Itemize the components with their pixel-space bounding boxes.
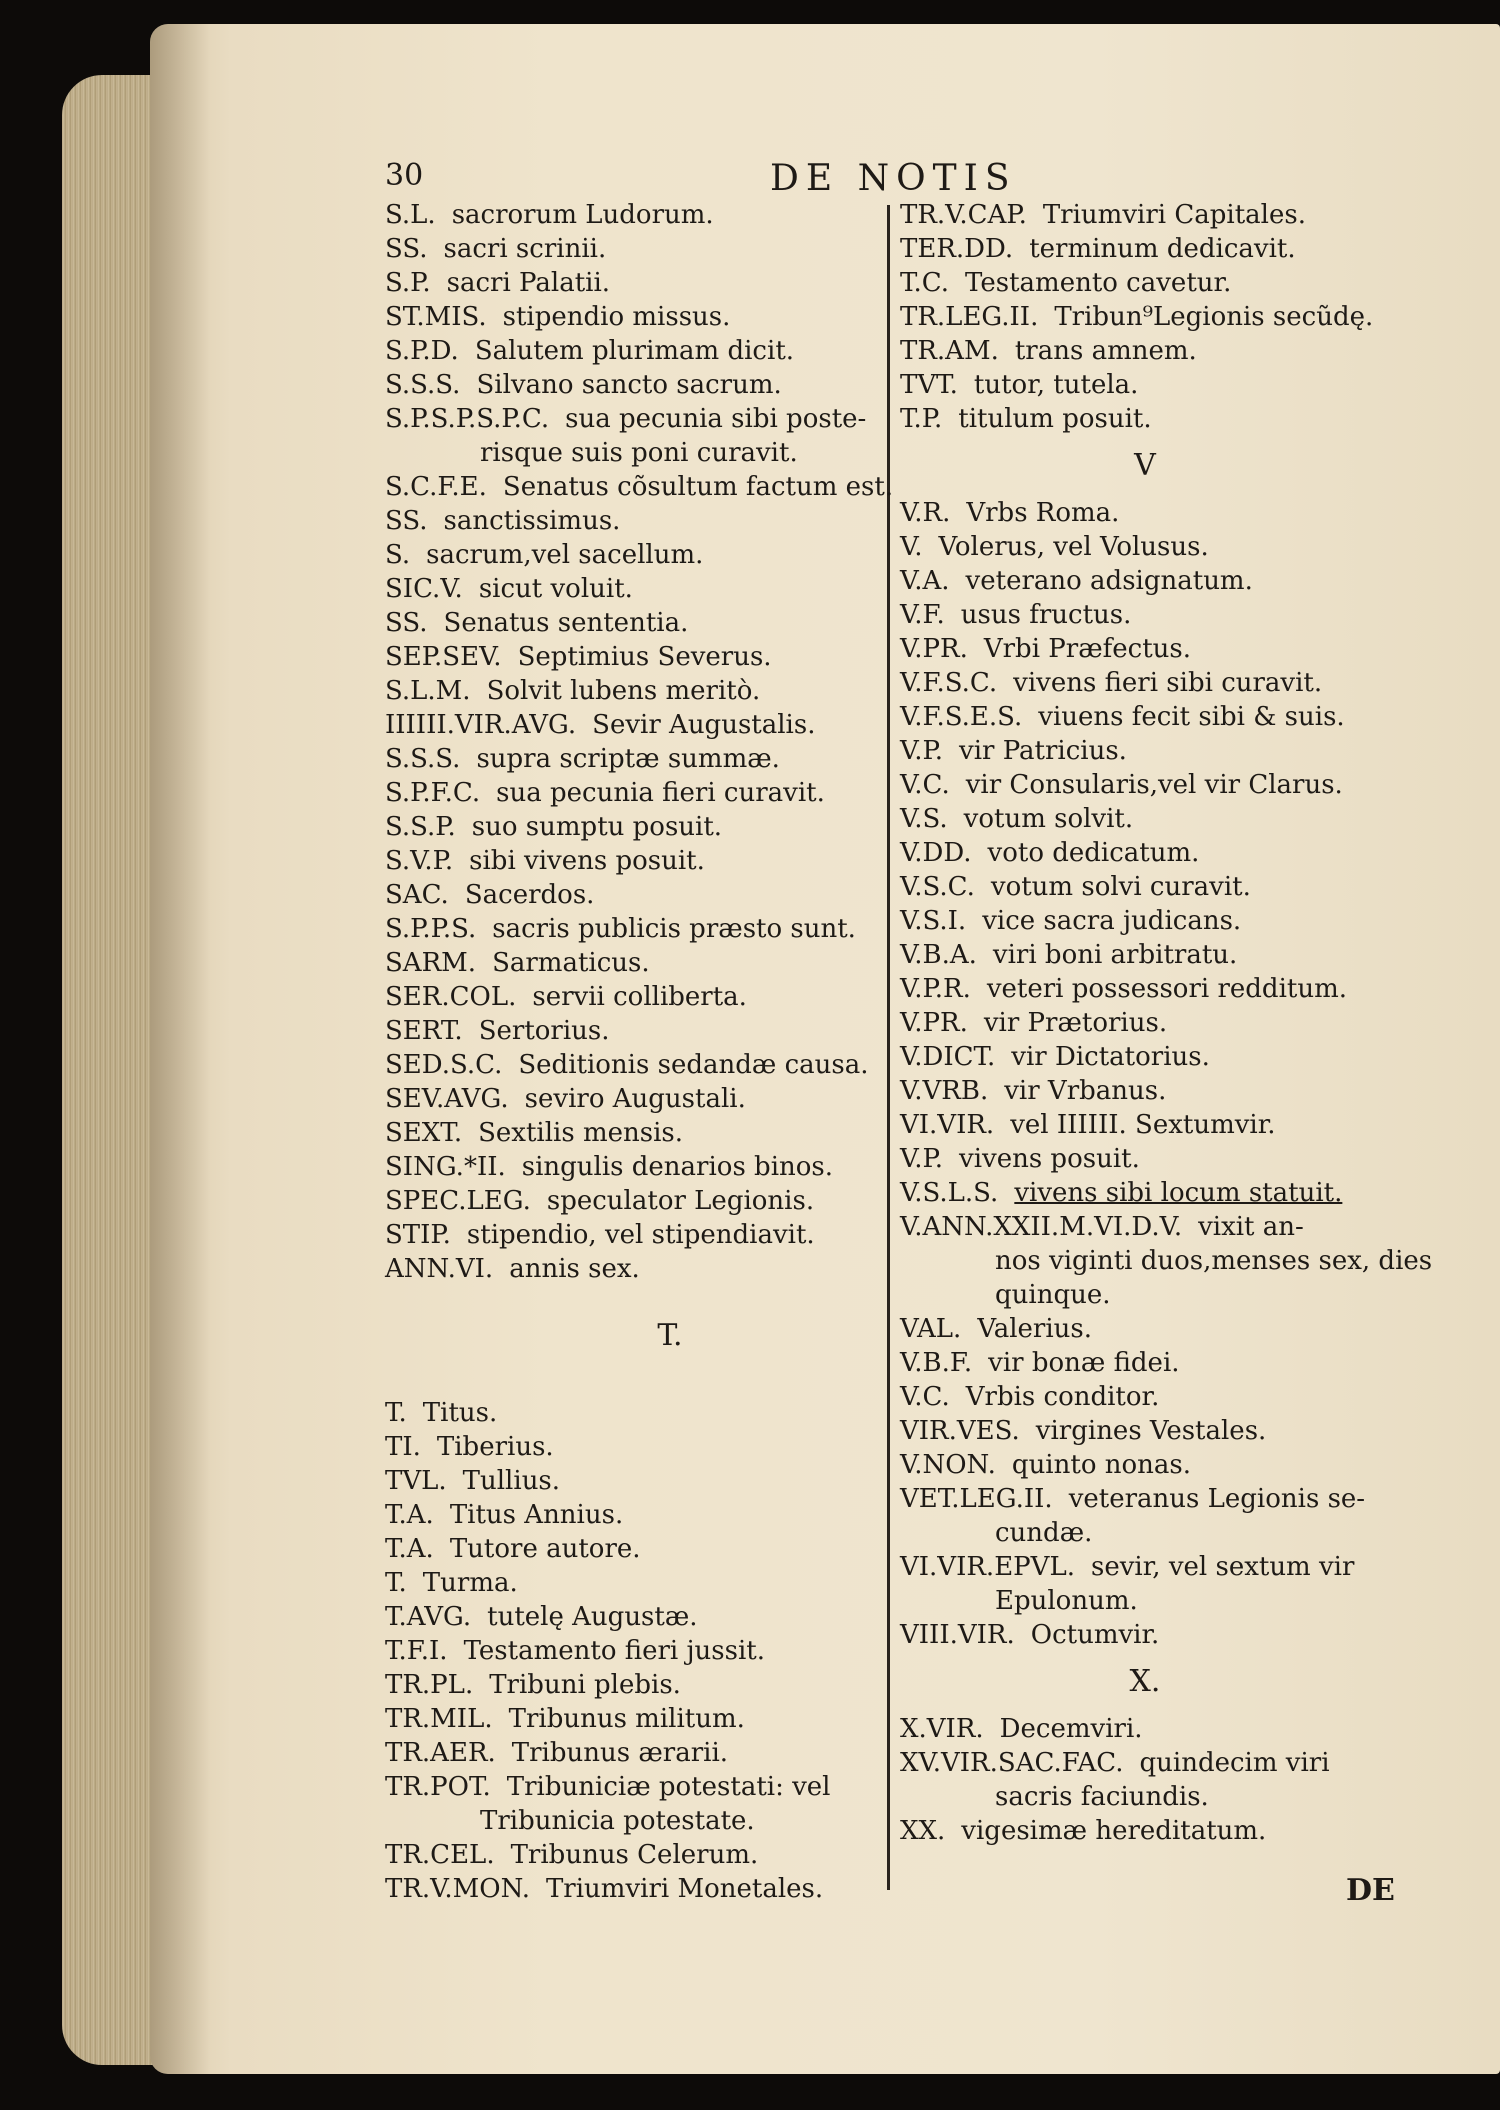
- entries-s: [385, 198, 894, 1286]
- entry-abbreviation: V.P.: [900, 1144, 943, 1174]
- entry-abbreviation: V.C.: [900, 770, 950, 800]
- entry-expansion: quinque.: [995, 1280, 1111, 1310]
- entry-expansion: sibi vivens posuit.: [469, 846, 705, 876]
- entry-abbreviation: VI.VIR.EPVL.: [900, 1552, 1075, 1582]
- entry-expansion: Tutore autore.: [449, 1534, 641, 1564]
- glossary-entry: [900, 938, 1390, 972]
- glossary-entry: [900, 334, 1390, 368]
- glossary-entry: [385, 402, 885, 436]
- entry-expansion: Tullius.: [462, 1466, 561, 1496]
- entry-expansion: vir Consularis,vel vir Clarus.: [965, 770, 1343, 800]
- entry-abbreviation: V.DICT.: [900, 1042, 996, 1072]
- glossary-entry: [385, 504, 885, 538]
- glossary-entry: [385, 436, 885, 470]
- entry-abbreviation: S.S.P.: [385, 812, 456, 842]
- entry-abbreviation: VAL.: [900, 1314, 962, 1344]
- entry-abbreviation: T.AVG.: [385, 1602, 472, 1632]
- glossary-entry: [900, 198, 1390, 232]
- entry-abbreviation: TR.PL.: [385, 1670, 474, 1700]
- glossary-entry: [385, 640, 885, 674]
- entry-expansion: Titus Annius.: [449, 1500, 624, 1530]
- entry-expansion: Vrbs Roma.: [966, 498, 1120, 528]
- entry-abbreviation: S.P.P.S.: [385, 914, 477, 944]
- entry-abbreviation: SER.COL.: [385, 982, 517, 1012]
- entry-expansion: Decemviri.: [999, 1714, 1143, 1744]
- entry-abbreviation: TR.CEL.: [385, 1840, 495, 1870]
- entry-abbreviation: SEP.SEV.: [385, 642, 502, 672]
- glossary-entry: [385, 368, 885, 402]
- glossary-entry: [385, 1838, 885, 1872]
- entry-abbreviation: TR.POT.: [385, 1772, 491, 1802]
- glossary-entry: [900, 972, 1390, 1006]
- entry-expansion: Volerus, vel Volusus.: [938, 532, 1209, 562]
- glossary-entry: [385, 470, 894, 504]
- entry-abbreviation: T.A.: [385, 1534, 434, 1564]
- entry-expansion: stipendio missus.: [502, 302, 731, 332]
- entry-abbreviation: V.P.: [900, 736, 943, 766]
- entry-abbreviation: V.DD.: [900, 838, 972, 868]
- entry-expansion: risque suis poni curavit.: [480, 438, 798, 468]
- glossary-entry: [900, 870, 1390, 904]
- glossary-entry: [385, 1396, 885, 1430]
- entry-expansion: sacrorum Ludorum.: [451, 200, 714, 230]
- entry-expansion: speculator Legionis.: [546, 1186, 815, 1216]
- entry-expansion: singulis denarios binos.: [521, 1152, 834, 1182]
- entry-expansion: vixit an-: [1198, 1212, 1304, 1242]
- entry-abbreviation: S.V.P.: [385, 846, 454, 876]
- entry-abbreviation: TR.LEG.II.: [900, 302, 1039, 332]
- entry-abbreviation: SERT.: [385, 1016, 463, 1046]
- glossary-entry: [385, 1150, 885, 1184]
- glossary-entry: [385, 300, 885, 334]
- entry-abbreviation: S.P.D.: [385, 336, 459, 366]
- glossary-entry: [385, 266, 885, 300]
- entry-abbreviation: TVT.: [900, 370, 958, 400]
- entry-expansion: seviro Augustali.: [524, 1084, 746, 1114]
- glossary-entry: [900, 1244, 1433, 1278]
- entry-expansion: nos viginti duos,menses sex, dies: [995, 1246, 1433, 1276]
- entry-expansion: titulum posuit.: [958, 404, 1152, 434]
- glossary-entry: [900, 232, 1390, 266]
- entry-abbreviation: SS.: [385, 608, 428, 638]
- entry-expansion: terminum dedicavit.: [1029, 234, 1296, 264]
- glossary-entry: [900, 1176, 1390, 1210]
- entry-abbreviation: SED.S.C.: [385, 1050, 503, 1080]
- entry-expansion: Tribunus Celerum.: [510, 1840, 759, 1870]
- glossary-entry: [900, 1584, 1390, 1618]
- entry-expansion: servii colliberta.: [532, 982, 747, 1012]
- section-heading-v: V: [1134, 448, 1156, 483]
- entry-expansion: vel IIIIII. Sextumvir.: [1010, 1110, 1276, 1140]
- entry-abbreviation: S.C.F.E.: [385, 472, 487, 502]
- glossary-entry: [900, 1414, 1390, 1448]
- glossary-entry: [900, 1074, 1390, 1108]
- entry-expansion: Valerius.: [977, 1314, 1093, 1344]
- glossary-entry: [385, 674, 885, 708]
- entry-expansion: Sextilis mensis.: [478, 1118, 684, 1148]
- catchword: DE: [1346, 1873, 1395, 1908]
- glossary-entry: [385, 1600, 885, 1634]
- entry-expansion: supra scriptæ summæ.: [476, 744, 780, 774]
- entry-abbreviation: V.R.: [900, 498, 951, 528]
- entry-abbreviation: SEV.AVG.: [385, 1084, 509, 1114]
- glossary-entry: [385, 1532, 885, 1566]
- entry-expansion: quinto nonas.: [1011, 1450, 1191, 1480]
- entry-expansion: voto dedicatum.: [987, 838, 1200, 868]
- glossary-entry: [900, 1312, 1390, 1346]
- glossary-entry: [900, 564, 1390, 598]
- entry-expansion: Senatus cõsultum factum est.: [502, 472, 894, 502]
- glossary-entry: [900, 300, 1390, 334]
- glossary-entry: [385, 1804, 885, 1838]
- entry-expansion: sevir, vel sextum vir: [1090, 1552, 1355, 1582]
- entry-abbreviation: ST.MIS.: [385, 302, 487, 332]
- entry-abbreviation: T.: [385, 1398, 407, 1428]
- glossary-entry: [385, 946, 885, 980]
- entry-expansion: annis sex.: [509, 1254, 640, 1284]
- entry-abbreviation: SARM.: [385, 948, 477, 978]
- entry-expansion: Tiberius.: [436, 1432, 554, 1462]
- entry-expansion: vir bonæ fidei.: [988, 1348, 1180, 1378]
- entry-expansion: viri boni arbitratu.: [992, 940, 1238, 970]
- entry-expansion: Titus.: [422, 1398, 498, 1428]
- glossary-entry: [385, 1082, 885, 1116]
- entry-abbreviation: SPEC.LEG.: [385, 1186, 531, 1216]
- glossary-entry: [385, 1252, 885, 1286]
- glossary-entry: [900, 1746, 1390, 1780]
- glossary-entry: [385, 1014, 885, 1048]
- entry-expansion: sua pecunia fieri curavit.: [496, 778, 825, 808]
- entry-expansion: Tribuniciæ potestati: vel: [506, 1772, 831, 1802]
- entry-expansion: sacris faciundis.: [995, 1782, 1209, 1812]
- glossary-entry: [385, 742, 885, 776]
- running-head: DE NOTIS: [770, 158, 1017, 199]
- entry-expansion: Septimius Severus.: [517, 642, 772, 672]
- entry-abbreviation: T.A.: [385, 1500, 434, 1530]
- entry-expansion: vivens fieri sibi curavit.: [1013, 668, 1323, 698]
- entry-abbreviation: V.P.R.: [900, 974, 971, 1004]
- entry-expansion: vivens posuit.: [959, 1144, 1140, 1174]
- entry-expansion: viuens fecit sibi & suis.: [1038, 702, 1345, 732]
- entry-expansion: veteri possessori redditum.: [986, 974, 1347, 1004]
- entry-expansion: votum solvit.: [963, 804, 1134, 834]
- entry-expansion: sacrum,vel sacellum.: [426, 540, 704, 570]
- glossary-entry: [900, 1618, 1390, 1652]
- glossary-entry: [385, 1668, 885, 1702]
- glossary-entry: [900, 1516, 1390, 1550]
- entry-abbreviation: V.PR.: [900, 634, 968, 664]
- section-heading-x: X.: [1129, 1664, 1161, 1699]
- left-column: [385, 198, 894, 1906]
- glossary-entry: [385, 232, 885, 266]
- entry-expansion: Tribunus ærarii.: [511, 1738, 729, 1768]
- entry-abbreviation: STIP.: [385, 1220, 451, 1250]
- glossary-entry: [900, 496, 1390, 530]
- entry-expansion: trans amnem.: [1014, 336, 1197, 366]
- entry-abbreviation: V.F.: [900, 600, 945, 630]
- entry-expansion: votum solvi curavit.: [990, 872, 1251, 902]
- entry-abbreviation: V.VRB.: [900, 1076, 989, 1106]
- glossary-entry: [385, 1464, 885, 1498]
- entries-t-continued: [900, 198, 1390, 436]
- entry-abbreviation: V.C.: [900, 1382, 950, 1412]
- glossary-entry: [385, 198, 885, 232]
- entry-abbreviation: VI.VIR.: [900, 1110, 995, 1140]
- entry-expansion: sua pecunia sibi poste-: [565, 404, 867, 434]
- entry-expansion: Octumvir.: [1030, 1620, 1160, 1650]
- entry-expansion: Silvano sancto sacrum.: [476, 370, 782, 400]
- entry-abbreviation: V.: [900, 532, 923, 562]
- entry-abbreviation: TI.: [385, 1432, 421, 1462]
- glossary-entry: [385, 1116, 885, 1150]
- glossary-entry: [900, 666, 1390, 700]
- glossary-entry: [900, 598, 1390, 632]
- entry-expansion: vir Dictatorius.: [1011, 1042, 1210, 1072]
- glossary-entry: [900, 1814, 1390, 1848]
- entry-abbreviation: V.S.I.: [900, 906, 967, 936]
- glossary-entry: [900, 1142, 1390, 1176]
- glossary-entry: [900, 836, 1390, 870]
- entry-expansion: vir Vrbanus.: [1004, 1076, 1167, 1106]
- glossary-entry: [385, 1634, 885, 1668]
- glossary-entry: [900, 1380, 1390, 1414]
- entry-expansion: Senatus sententia.: [443, 608, 689, 638]
- entry-expansion: Testamento fieri jussit.: [463, 1636, 765, 1666]
- entry-expansion: Sevir Augustalis.: [592, 710, 816, 740]
- entry-expansion: Epulonum.: [995, 1586, 1138, 1616]
- column-divider: [887, 205, 890, 1890]
- glossary-entry: [385, 572, 885, 606]
- entry-expansion: sacri scrinii.: [443, 234, 607, 264]
- entry-expansion: Seditionis sedandæ causa.: [518, 1050, 869, 1080]
- entry-abbreviation: ANN.VI.: [385, 1254, 494, 1284]
- entry-abbreviation: TVL.: [385, 1466, 447, 1496]
- page-number: 30: [385, 158, 424, 193]
- entry-expansion: vice sacra judicans.: [982, 906, 1242, 936]
- entry-abbreviation: X.VIR.: [900, 1714, 984, 1744]
- entry-expansion: sacris publicis præsto sunt.: [492, 914, 856, 944]
- entry-abbreviation: VIII.VIR.: [900, 1620, 1015, 1650]
- entry-expansion: Tribunicia potestate.: [480, 1806, 755, 1836]
- entry-expansion: Solvit lubens meritò.: [486, 676, 761, 706]
- entry-abbreviation: TR.AER.: [385, 1738, 496, 1768]
- entry-abbreviation: SS.: [385, 506, 428, 536]
- glossary-entry: [385, 1184, 885, 1218]
- glossary-entry: [900, 530, 1390, 564]
- glossary-entry: [900, 904, 1390, 938]
- glossary-entry: [385, 844, 885, 878]
- glossary-entry: [900, 632, 1390, 666]
- entry-expansion: tutelę Augustæ.: [487, 1602, 698, 1632]
- entry-abbreviation: S.S.S.: [385, 744, 461, 774]
- entry-expansion: vigesimæ hereditatum.: [961, 1816, 1267, 1846]
- entry-expansion: vir Patricius.: [959, 736, 1127, 766]
- entry-expansion: veteranus Legionis se-: [1068, 1484, 1366, 1514]
- entry-abbreviation: TR.AM.: [900, 336, 999, 366]
- entry-expansion: suo sumptu posuit.: [471, 812, 723, 842]
- entry-expansion: Sertorius.: [478, 1016, 610, 1046]
- entry-abbreviation: XV.VIR.SAC.FAC.: [900, 1748, 1124, 1778]
- entry-expansion: quindecim viri: [1139, 1748, 1330, 1778]
- glossary-entry: [900, 734, 1390, 768]
- entry-abbreviation: IIIIII.VIR.AVG.: [385, 710, 577, 740]
- entry-abbreviation: T.: [385, 1568, 407, 1598]
- entry-abbreviation: XX.: [900, 1816, 946, 1846]
- glossary-entry: [385, 878, 885, 912]
- entry-abbreviation: SS.: [385, 234, 428, 264]
- entry-abbreviation: T.P.: [900, 404, 943, 434]
- glossary-entry: [900, 1550, 1390, 1584]
- glossary-entry: [900, 1108, 1390, 1142]
- glossary-entry: [385, 1566, 885, 1600]
- entry-abbreviation: TER.DD.: [900, 234, 1014, 264]
- glossary-entry: [385, 606, 885, 640]
- entry-abbreviation: V.PR.: [900, 1008, 968, 1038]
- entry-abbreviation: TR.MIL.: [385, 1704, 493, 1734]
- right-column: [900, 198, 1433, 1848]
- glossary-entry: [900, 802, 1390, 836]
- glossary-entry: [385, 1872, 885, 1906]
- glossary-entry: [900, 1712, 1390, 1746]
- entry-expansion: cundæ.: [995, 1518, 1093, 1548]
- entry-expansion: Vrbis conditor.: [965, 1382, 1160, 1412]
- glossary-entry: [900, 768, 1390, 802]
- entry-expansion: Vrbi Præfectus.: [983, 634, 1192, 664]
- glossary-entry: [385, 1430, 885, 1464]
- entry-abbreviation: TR.V.MON.: [385, 1874, 530, 1904]
- entry-abbreviation: S.P.F.C.: [385, 778, 481, 808]
- entry-abbreviation: T.F.I.: [385, 1636, 448, 1666]
- entry-expansion: Tribun⁹Legionis secũdę.: [1054, 302, 1374, 332]
- glossary-entry: [385, 708, 885, 742]
- entry-expansion: Triumviri Monetales.: [545, 1874, 824, 1904]
- entry-abbreviation: V.B.F.: [900, 1348, 973, 1378]
- glossary-entry: [385, 1498, 885, 1532]
- glossary-entry: [900, 1278, 1390, 1312]
- entry-expansion: virgines Vestales.: [1035, 1416, 1267, 1446]
- entry-abbreviation: T.C.: [900, 268, 950, 298]
- entry-expansion: Triumviri Capitales.: [1042, 200, 1306, 230]
- glossary-entry: [385, 1736, 885, 1770]
- entry-abbreviation: VET.LEG.II.: [900, 1484, 1053, 1514]
- entry-expansion: Turma.: [422, 1568, 518, 1598]
- glossary-entry: [900, 700, 1390, 734]
- gutter-shadow: [150, 24, 210, 2074]
- entry-expansion: sacri Palatii.: [446, 268, 611, 298]
- entry-abbreviation: S.P.S.P.S.P.C.: [385, 404, 550, 434]
- glossary-entry: [900, 1006, 1390, 1040]
- entry-abbreviation: SING.*II.: [385, 1152, 506, 1182]
- entry-abbreviation: V.F.S.E.S.: [900, 702, 1023, 732]
- glossary-entry: [900, 368, 1390, 402]
- entry-expansion: vir Prætorius.: [983, 1008, 1168, 1038]
- entries-v: [900, 496, 1433, 1652]
- entry-expansion: Testamento cavetur.: [965, 268, 1232, 298]
- entry-abbreviation: S.L.: [385, 200, 436, 230]
- entry-expansion: sicut voluit.: [478, 574, 633, 604]
- entry-expansion: vivens sibi locum statuit.: [1014, 1178, 1343, 1208]
- entry-expansion: Salutem plurimam dicit.: [474, 336, 795, 366]
- entry-abbreviation: SIC.V.: [385, 574, 463, 604]
- glossary-entry: [385, 1048, 885, 1082]
- entry-abbreviation: V.S.C.: [900, 872, 975, 902]
- glossary-entry: [900, 1040, 1390, 1074]
- entry-abbreviation: SAC.: [385, 880, 449, 910]
- glossary-entry: [385, 810, 885, 844]
- entry-abbreviation: TR.V.CAP.: [900, 200, 1027, 230]
- entry-expansion: Tribuni plebis.: [489, 1670, 681, 1700]
- glossary-entry: [385, 1770, 885, 1804]
- entry-abbreviation: VIR.VES.: [900, 1416, 1020, 1446]
- entry-expansion: stipendio, vel stipendiavit.: [466, 1220, 815, 1250]
- glossary-entry: [900, 1448, 1390, 1482]
- glossary-entry: [385, 776, 885, 810]
- entries-t: [385, 1396, 885, 1906]
- glossary-entry: [385, 1702, 885, 1736]
- entry-expansion: sanctissimus.: [443, 506, 621, 536]
- entry-expansion: Sacerdos.: [464, 880, 595, 910]
- glossary-entry: [385, 980, 885, 1014]
- entry-abbreviation: S.P.: [385, 268, 431, 298]
- entry-abbreviation: V.S.L.S.: [900, 1178, 999, 1208]
- entry-abbreviation: S.S.S.: [385, 370, 461, 400]
- entry-abbreviation: V.S.: [900, 804, 948, 834]
- entry-abbreviation: V.A.: [900, 566, 950, 596]
- glossary-entry: [900, 1780, 1390, 1814]
- entry-abbreviation: V.B.A.: [900, 940, 977, 970]
- entry-abbreviation: V.F.S.C.: [900, 668, 998, 698]
- entries-x: [900, 1712, 1390, 1848]
- glossary-entry: [900, 266, 1390, 300]
- glossary-entry: [900, 1210, 1390, 1244]
- glossary-entry: [385, 1218, 885, 1252]
- glossary-entry: [385, 334, 885, 368]
- section-heading-t: T.: [657, 1318, 683, 1353]
- glossary-entry: [385, 912, 885, 946]
- entry-abbreviation: S.L.M.: [385, 676, 471, 706]
- entry-expansion: veterano adsignatum.: [965, 566, 1253, 596]
- entry-abbreviation: V.ANN.XXII.M.VI.D.V.: [900, 1212, 1183, 1242]
- entry-abbreviation: S.: [385, 540, 411, 570]
- entry-abbreviation: V.NON.: [900, 1450, 996, 1480]
- entry-abbreviation: SEXT.: [385, 1118, 463, 1148]
- glossary-entry: [385, 538, 885, 572]
- entry-expansion: Tribunus militum.: [508, 1704, 745, 1734]
- entry-expansion: Sarmaticus.: [492, 948, 650, 978]
- glossary-entry: [900, 1346, 1390, 1380]
- entry-expansion: tutor, tutela.: [973, 370, 1139, 400]
- entry-expansion: usus fructus.: [960, 600, 1132, 630]
- glossary-entry: [900, 1482, 1390, 1516]
- glossary-entry: [900, 402, 1390, 436]
